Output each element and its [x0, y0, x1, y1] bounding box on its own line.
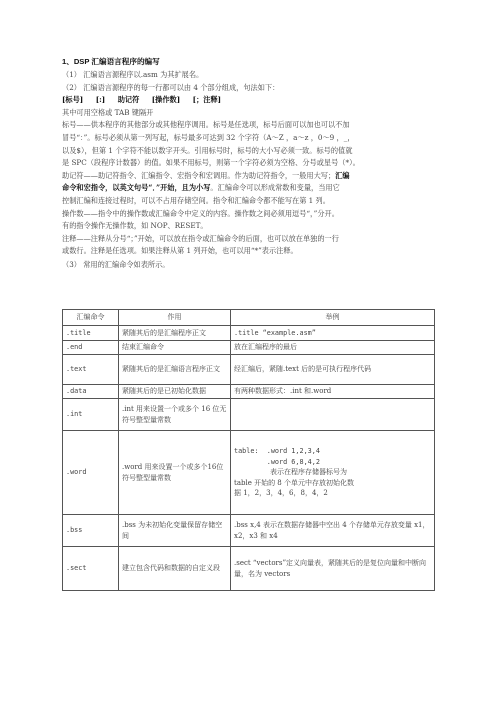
syntax-colon: [:]: [95, 95, 106, 105]
table-row: [63, 385, 435, 399]
effect-cell: 紧随其后的是汇编语言程序正文: [119, 355, 231, 385]
body-line: 是 SPC（段程序计数器）的值。如果不用标号，则第一个字符必须为空格、分号或星号（*）。: [62, 158, 360, 168]
body-line: 或数行。注释是任选项。如果注释从第 1 列开始，也可以用“*”表示注释。: [62, 246, 298, 256]
body-line: 操作数——指令中的操作数或汇编命令中定义的内容。操作数之间必须用逗号“，”分开。: [62, 208, 339, 218]
example-line: 据 1，2，3，4，6，8，4，2: [234, 489, 328, 498]
effect-cell: .int 用来设置一个或多个 16 位无符号整型量常数: [119, 399, 231, 431]
syntax-mnemonic: 助记符: [117, 95, 140, 105]
syntax-line: [62, 94, 434, 107]
cmd-cell: .bss: [63, 515, 119, 547]
table-row: [63, 326, 435, 341]
example-cell: [231, 399, 435, 431]
table-row: [63, 515, 435, 547]
table-row: [63, 431, 435, 515]
effect-cell: .word 用来设置一个或多个16位符号整型量常数: [119, 431, 231, 515]
effect-cell: 建立包含代码和数据的自定义段: [119, 547, 231, 591]
paragraph-1: （1） 汇编语言源程序以.asm 为其扩展名。: [62, 70, 204, 79]
example-line: 表示在程序存储器标号为: [270, 468, 347, 477]
syntax-comment: [；注释]: [192, 95, 222, 105]
effect-cell: .bss 为未初始化变量保留存储空间: [119, 515, 231, 547]
body-line: 标号——供本程序的其他部分或其他程序调用。标号是任选项，标号后面可以加也可以不加: [62, 120, 350, 130]
mnemonic-line-1: [62, 170, 434, 183]
body-line: 有的指令操作无操作数，如 NOP、RESET。: [62, 221, 208, 231]
mnemonic-text: 助记符——助记符指令、汇编指令、宏指令和宏调用。作为助记符指令，一般用大写；: [62, 170, 336, 180]
effect-cell: 紧随其后的是汇编程序正文: [119, 326, 231, 341]
cmd-cell: .sect: [63, 547, 119, 591]
example-line: table: .word 1,2,3,4: [234, 447, 320, 456]
cmd-cell: .title: [63, 326, 119, 341]
paragraph-2: （2） 汇编语言源程序的每一行都可以由 4 个部分组成，句法如下：: [62, 82, 280, 92]
example-cell: .sect “vectors”定义向量表，紧随其后的是复位向量和中断向量，名为 vectors: [231, 547, 435, 591]
cmd-cell: .end: [63, 341, 119, 355]
mnemonic-bold: 汇编: [335, 170, 350, 180]
example-line: table 开始的 8 个单元中存放初始化数: [234, 478, 354, 487]
body-line: 注释——注释从分号“；”开始，可以放在指令或汇编命令的后面，也可以放在单独的一行: [62, 233, 339, 243]
syntax-label: [标号]: [62, 95, 84, 105]
table-caption: （3） 常用的汇编命令如表所示。: [62, 259, 170, 269]
cmd-cell: .int: [63, 399, 119, 431]
mnemonic-line-2: [62, 182, 434, 195]
table-row: [63, 399, 435, 431]
effect-cell: 结束汇编命令: [119, 341, 231, 355]
mnemonic-bold-2: 命令和宏指令，以英文句号“．”开始，且为小写: [62, 183, 211, 193]
example-cell: [231, 431, 435, 515]
header-cell: 举例: [231, 310, 435, 326]
header-cell: 作用: [119, 310, 231, 326]
example-line: .word 6,8,4,2: [234, 457, 320, 466]
document-body: [62, 56, 434, 270]
table-row: [63, 355, 435, 385]
cmd-cell: .word: [63, 431, 119, 515]
cmd-cell: .data: [63, 385, 119, 399]
section-heading: 1、DSP 汇编语言程序的编写: [62, 57, 160, 66]
example-cell: 放在汇编程序的最后: [231, 341, 435, 355]
header-cell: 汇编命令: [63, 310, 119, 326]
table-row: [63, 547, 435, 591]
mnemonic-post: 。汇编命令可以形成常数和变量，当用它: [210, 183, 340, 193]
example-cell: 有两种数据形式：.int 和.word: [231, 385, 435, 399]
body-line: 控制汇编和连接过程时，可以不占用存储空间。指令和汇编命令都不能写在第 1 列。: [62, 195, 330, 205]
example-cell: .title “example.asm”: [231, 326, 435, 341]
directives-table: [62, 309, 435, 591]
syntax-operand: [操作数]: [151, 95, 181, 105]
body-line: 以及$），但第 1 个字符不能以数字开头。引用标号时，标号的大小写必须一致。标号的值就: [62, 145, 353, 155]
example-cell: .bss x,4 表示在数据存储器中空出 4 个存储单元存放变量 x1，x2，x3 和 x4: [231, 515, 435, 547]
table-row: [63, 341, 435, 355]
example-cell: 经汇编后，紧随.text 后的是可执行程序代码: [231, 355, 435, 385]
body-line: 其中可用空格或 TAB 键隔开: [62, 107, 154, 117]
cmd-cell: .text: [63, 355, 119, 385]
body-line: 冒号“：”。标号必须从第一列写起，标号最多可达到 32 个字符（A～Z ，a～z ，0～9 ，_，: [62, 132, 355, 142]
table-header-row: [63, 310, 435, 326]
effect-cell: 紧随其后的是已初始化数据: [119, 385, 231, 399]
